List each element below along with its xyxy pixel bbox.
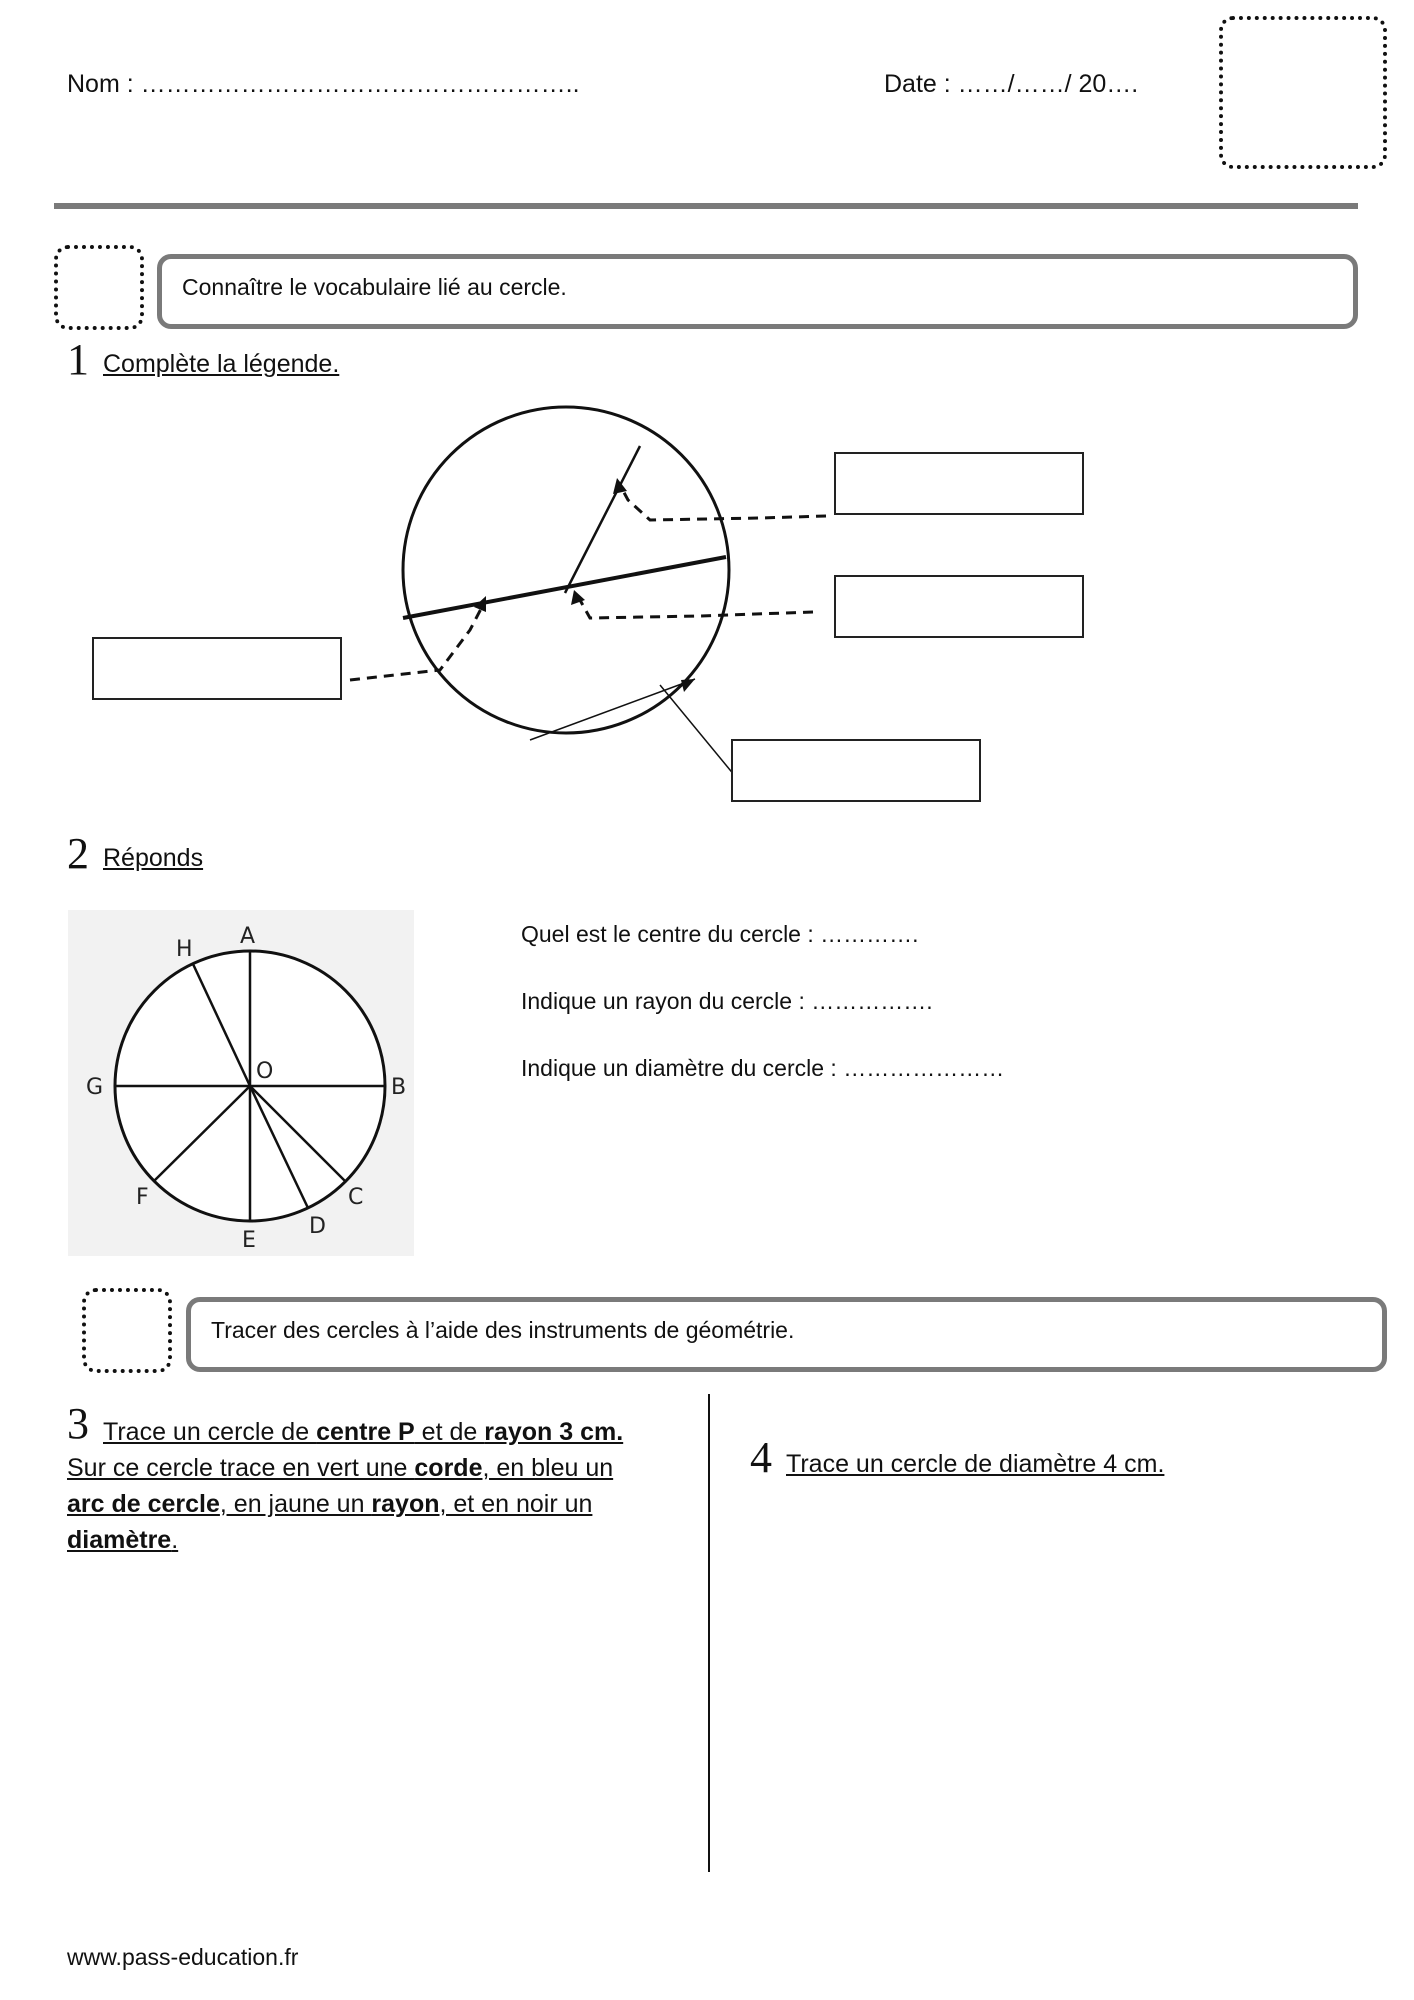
date-field-label: Date : ……/……/ 20…. <box>884 70 1139 98</box>
header-divider <box>54 203 1358 209</box>
legend-answer-box-radius[interactable] <box>834 452 1084 515</box>
legend-chord <box>530 679 695 740</box>
pointer-center <box>580 600 813 618</box>
skill-1-text: Connaître le vocabulaire lié au cercle. <box>182 274 567 300</box>
skill-2-banner <box>186 1297 1387 1372</box>
legend-answer-box-diameter[interactable] <box>92 637 342 700</box>
circle-legend-figure <box>0 400 1414 820</box>
question-radius: Indique un rayon du cercle : ……………. <box>521 988 933 1014</box>
legend-diameter <box>403 557 726 618</box>
legend-radius <box>565 446 640 593</box>
question-2-title: Réponds <box>103 844 204 872</box>
column-separator <box>708 1394 710 1872</box>
question-3-number: 3 <box>67 1399 89 1448</box>
point-label-B: B <box>391 1075 407 1100</box>
point-label-E: E <box>242 1228 256 1253</box>
question-center: Quel est le centre du cercle : …………. <box>521 921 919 947</box>
footer-url: www.pass-education.fr <box>67 1944 299 1970</box>
point-label-C: C <box>348 1185 364 1210</box>
question-4-number: 4 <box>750 1433 772 1482</box>
question-4-title: Trace un cercle de diamètre 4 cm. <box>786 1450 1165 1478</box>
pointer-radius <box>620 485 826 520</box>
legend-answer-box-chord[interactable] <box>731 739 981 802</box>
point-label-A: A <box>240 924 256 949</box>
arrowhead-chord <box>681 679 695 692</box>
point-label-G: G <box>86 1075 104 1100</box>
legend-answer-box-center[interactable] <box>834 575 1084 638</box>
question-3-text: Trace un cercle de centre P et de rayon 3 cm. Sur ce cercle trace en vert une corde, en bleu un arc de cercle, en jaune un rayon, et en noir un diamètre. <box>67 1418 624 1554</box>
question-diameter: Indique un diamètre du cercle : ………………… <box>521 1055 1005 1081</box>
question-1-title: Complète la légende. <box>103 350 340 378</box>
question-2-number: 2 <box>67 829 89 878</box>
question-1-number: 1 <box>67 335 89 384</box>
skill-2-grade-box <box>82 1288 172 1373</box>
skill-1-grade-box <box>54 245 144 330</box>
labeled-circle-figure <box>68 910 414 1256</box>
arrowhead-radius <box>613 478 627 494</box>
pointer-chord <box>660 685 735 776</box>
point-label-H: H <box>176 937 193 962</box>
skill-1-banner <box>157 254 1358 329</box>
name-field-label: Nom : …………………………………………….. <box>67 70 580 98</box>
skill-2-text: Tracer des cercles à l’aide des instruments de géométrie. <box>211 1317 795 1343</box>
point-label-D: D <box>309 1214 326 1239</box>
point-label-O: O <box>256 1059 274 1084</box>
grade-box <box>1219 16 1387 169</box>
point-label-F: F <box>136 1185 149 1210</box>
